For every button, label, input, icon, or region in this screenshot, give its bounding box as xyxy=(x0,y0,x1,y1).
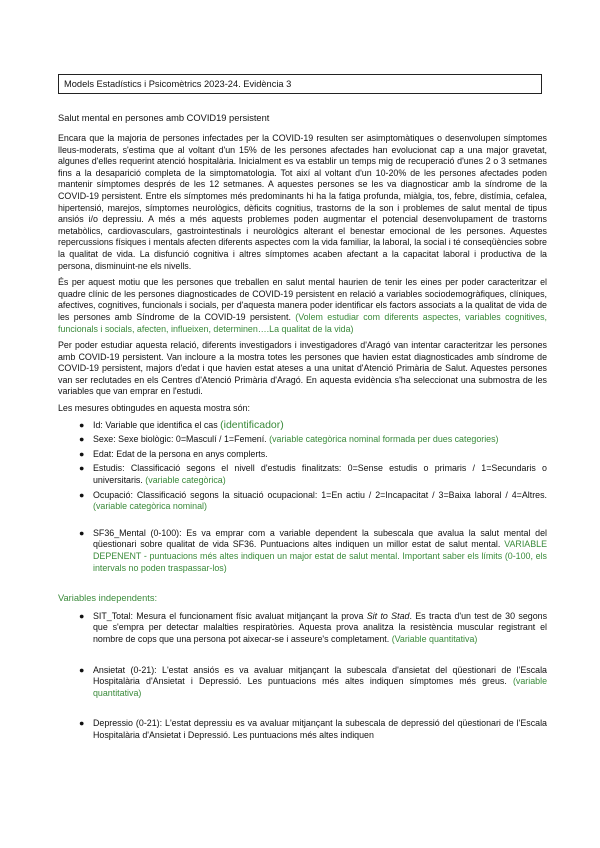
document-body xyxy=(58,133,547,745)
bullet-icon: ● xyxy=(79,664,85,675)
list-item-sexe xyxy=(58,434,547,446)
measure-text: Ocupació: Classificació segons la situació ocupacional: 1=En actiu / 2=Incapacitat / 3=Baixa laboral / 4=Altres. xyxy=(93,489,547,500)
ansietat-text: Ansietat (0-21): L'estat ansiós es va avaluar mitjançant la subescala d'ansietat del qüestionari de l'Escala Hospitalària d'Ansietat i Depressió. Les puntuacions més altes indiquen símptomes més greus. xyxy=(93,664,547,687)
measure-text: Id: Variable que identifica el cas xyxy=(93,419,218,430)
measure-note: (identificador) xyxy=(220,418,284,431)
bullet-icon: ● xyxy=(79,718,85,729)
list-item-depressio xyxy=(58,718,547,741)
ansietat-list xyxy=(58,665,547,700)
paragraph-motivation-note: (Volem estudiar com diferents aspectes, variables cognitives, funcionals i socials, afecten, influeixen, determinen….La qualitat de la vida) xyxy=(58,311,548,334)
sit-text-b: . Es tracta d'un test de 30 segons que s'empra per detectar malalties respiratòries. Aquesta prova analitza la resistència muscular registrant el nombre de cops que una persona pot aixecar-se i asseure's completament. xyxy=(93,610,548,644)
independent-variables-heading: Variables independents: xyxy=(58,593,158,604)
paragraph-intro: Encara que la majoria de persones infectades per la COVID-19 resulten ser asimptomàtiques o desenvolupen símptomes lleus-moderats, s'estima que al voltant d'un 15% de les persones afectades han evolucionat cap a una major gravetat, algunes d'elles requerint atenció hospitalària. Inicialment es va establir un temps mig de recuperació d'unes 2 o 3 setmanes fins a la desaparició completa de la simptomatologia. Tot així al voltant d'un 10-20% de les persones afectades poden mantenir símptomes després de les 12 setmanes. A aquestes persones se les va diagnosticar amb la síndrome de la COVID-19 persistent. Entre els símptomes més predominants hi ha la fatiga profunda, miàlgia, tos, febre, distímia, cefalea, hipertensió, marejos, símptomes neurològics, dèficits cognitius, trastorns de la son i problemes de salut mental de tipus ansiós i/o depressiu. A més a més aquests problemes poden augmentar el potencial desenvolupament de trastorns metabòlics, cardiovasculars, gastrointestinals i neurològics alterant el benestar emocional de les persones. Aquestes repercussions físiques i mentals afecten diferents aspectes com la vida familiar, la laboral, la social i té conseqüències sobre la qualitat de vida. La disfunció cognitiva i altres símptomes acaben afectant a la capacitat laboral i productiva de la persona, disminuint-ne els nivells. xyxy=(58,133,547,271)
list-item-sit-total xyxy=(58,611,547,646)
list-item-ansietat xyxy=(58,665,547,700)
bullet-icon: ● xyxy=(79,463,85,474)
measure-note: (variable categòrica nominal) xyxy=(93,501,207,512)
measure-note: (variable categòrica) xyxy=(145,475,226,486)
paragraph-measures-intro: Les mesures obtingudes en aquesta mostra són: xyxy=(58,403,250,414)
ansietat-note: (variable quantitativa) xyxy=(93,676,548,698)
measure-note: (variable categòrica nominal formada per dues categories) xyxy=(269,434,499,445)
dependent-variable-list xyxy=(58,528,547,574)
bullet-icon: ● xyxy=(79,489,85,500)
measure-text: Edat: Edat de la persona en anys complerts. xyxy=(93,448,268,459)
sit-note: (Variable quantitativa) xyxy=(391,633,478,644)
document-title: Salut mental en persones amb COVID19 persistent xyxy=(58,113,270,123)
bullet-icon: ● xyxy=(79,419,85,430)
document-header: Models Estadístics i Psicomètrics 2023-24. Evidència 3 xyxy=(64,79,292,89)
sit-test-name: Sit to Stad xyxy=(366,610,410,621)
header-box xyxy=(58,74,542,94)
measure-text: Estudis: Classificació segons el nivell d'estudis finalitzats: 0=Sense estudis o primaris / 1=Secundaris o universitaris. xyxy=(93,463,547,486)
paragraph-study: Per poder estudiar aquesta relació, diferents investigadors i investigadores d'Aragó van intentar caracteritzar les persones amb COVID-19 persistent. Van incloure a la mostra totes les persones que havien estat diagnosticades amb síndrome de COVID-19 persistent, majors d'edat i que havien estat ateses a una unitat d'Atenció Primària de Salut. Aquestes persones van ser reclutades en els Centres d'Atenció Primària d'Aragó. En aquesta evidència s'ha seleccionat una submostra de les variables que van emprar en l'estudi. xyxy=(58,340,547,397)
paragraph-motivation xyxy=(58,277,547,335)
depressio-text: Depressio (0-21): L'estat depressiu es va avaluar mitjançant la subescala de depressió del qüestionari de l'Escala Hospitalària d'Ansietat i Depressió. Les puntuacions més altes indiquen xyxy=(93,718,547,740)
measure-text: Sexe: Sexe biològic: 0=Masculí / 1=Femení. xyxy=(93,434,267,445)
sit-text-a: SIT_Total: Mesura el funcionament físic avaluat mitjançant la prova xyxy=(93,610,364,621)
independent-variables-list xyxy=(58,611,547,646)
sf36-text: SF36_Mental (0-100): Es va emprar com a variable dependent la subescala que avalua la salut mental del qüestionari sobre qualitat de vida SF36. Puntuacions altes indiquen un millor estat de salut mental. xyxy=(93,527,547,550)
sf36-note: VARIABLE DEPENENT - puntuacions més altes indiquen un major estat de salut mental. Important saber els límits (0-100, els intervals no poden traspassar-los) xyxy=(93,539,547,573)
depressio-list xyxy=(58,718,547,741)
list-item-ocupacio xyxy=(58,490,547,513)
bullet-icon: ● xyxy=(79,527,85,538)
list-item-sf36 xyxy=(58,528,547,574)
list-item-edat xyxy=(58,449,547,461)
bullet-icon: ● xyxy=(79,610,85,621)
list-item-estudis xyxy=(58,463,547,486)
bullet-icon: ● xyxy=(79,434,85,445)
bullet-icon: ● xyxy=(79,448,85,459)
list-item-id xyxy=(58,420,547,432)
measures-list xyxy=(58,420,547,513)
paragraph-motivation-text: És per aquest motiu que les persones que treballen en salut mental haurien de tenir les eines per poder caracteritzar el quadre clínic de les persones diagnosticades de COVID-19 persistent en relació a variables sociodemogràfiques, clíniques, afectives, cognitives, funcionals i socials, per d'aquesta manera poder identificar els factors associats a la qualitat de vida de les persones amb Síndrome de la COVID-19 persistent. xyxy=(58,277,547,322)
